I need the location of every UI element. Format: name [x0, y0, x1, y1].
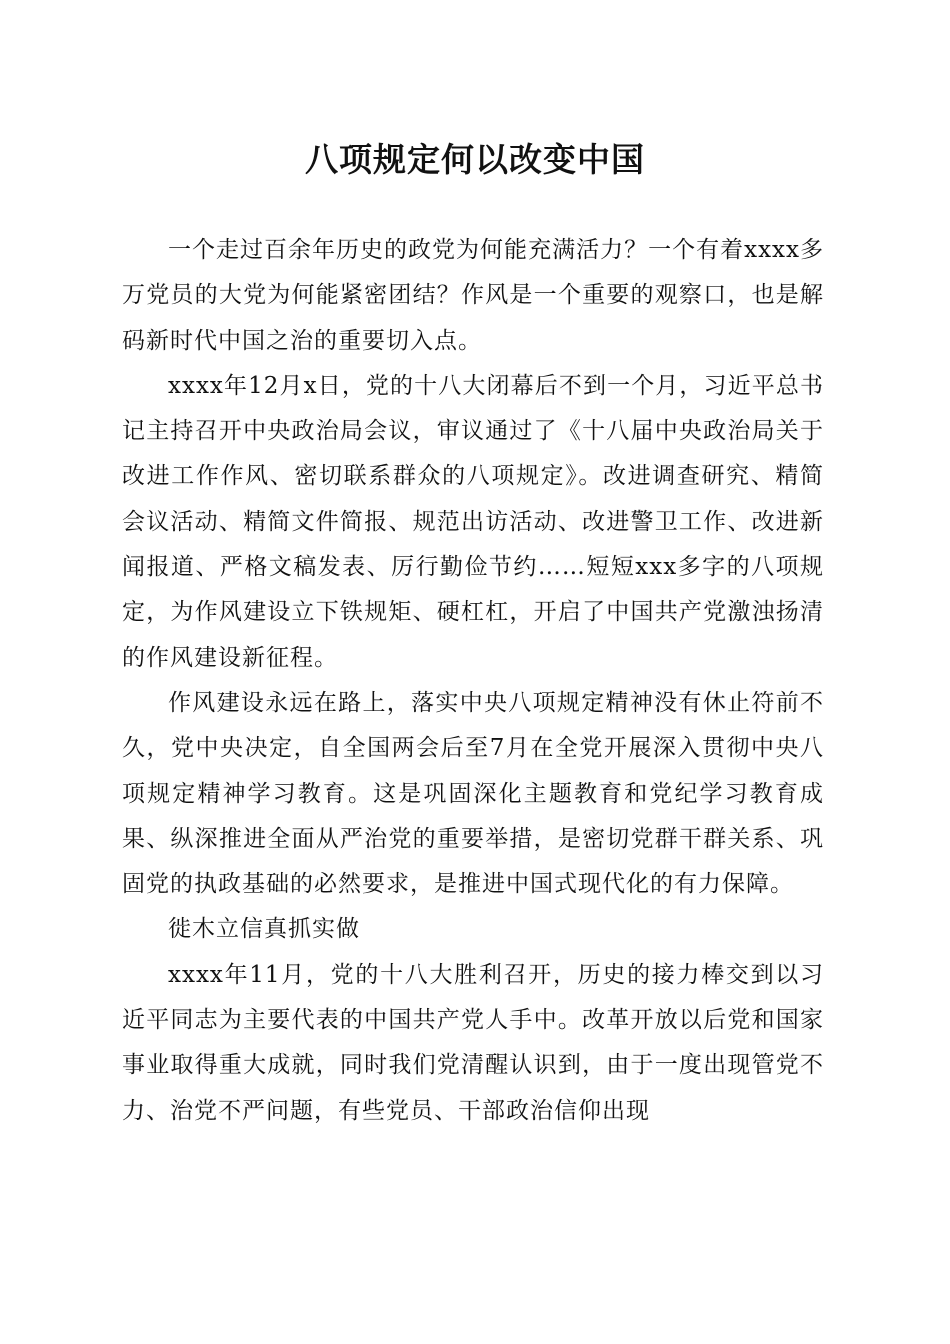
document-body — [122, 228, 824, 1134]
document-title: 八项规定何以改变中国 — [305, 140, 645, 179]
section-heading: 徙木立信真抓实做 — [168, 916, 360, 943]
paragraph-eight-rules-history: xxxx年12月x日，党的十八大闭幕后不到一个月，习近平总书记主持召开中央政治局会议，审议通过了《十八届中央政治局关于改进工作作风、密切联系群众的八项规定》。改进调查研究、精简会议活动、精简文件简报、规范出访活动、改进警卫工作、改进新闻报道、严格文稿发表、厉行勤俭节约……短短xxx多字的八项规定，为作风建设立下铁规矩、硬杠杠，开启了中国共产党激浊扬清的作风建设新征程。 — [122, 372, 824, 671]
paragraph-study-campaign: 作风建设永远在路上，落实中央八项规定精神没有休止符前不久，党中央决定，自全国两会后至7月在全党开展深入贯彻中央八项规定精神学习教育。这是巩固深化主题教育和党纪学习教育成果、纵深推进全面从严治党的重要举措，是密切党群干群关系、巩固党的执政基础的必然要求，是推进中国式现代化的有力保障。 — [122, 689, 824, 898]
paragraph-eighteenth-congress: xxxx年11月，党的十八大胜利召开，历史的接力棒交到以习近平同志为主要代表的中国共产党人手中。改革开放以后党和国家事业取得重大成就，同时我们党清醒认识到，由于一度出现管党不力、治党不严问题，有些党员、干部政治信仰出现 — [122, 961, 824, 1124]
paragraph-intro: 一个走过百余年历史的政党为何能充满活力？一个有着xxxx多万党员的大党为何能紧密团结？作风是一个重要的观察口，也是解码新时代中国之治的重要切入点。 — [122, 237, 824, 354]
